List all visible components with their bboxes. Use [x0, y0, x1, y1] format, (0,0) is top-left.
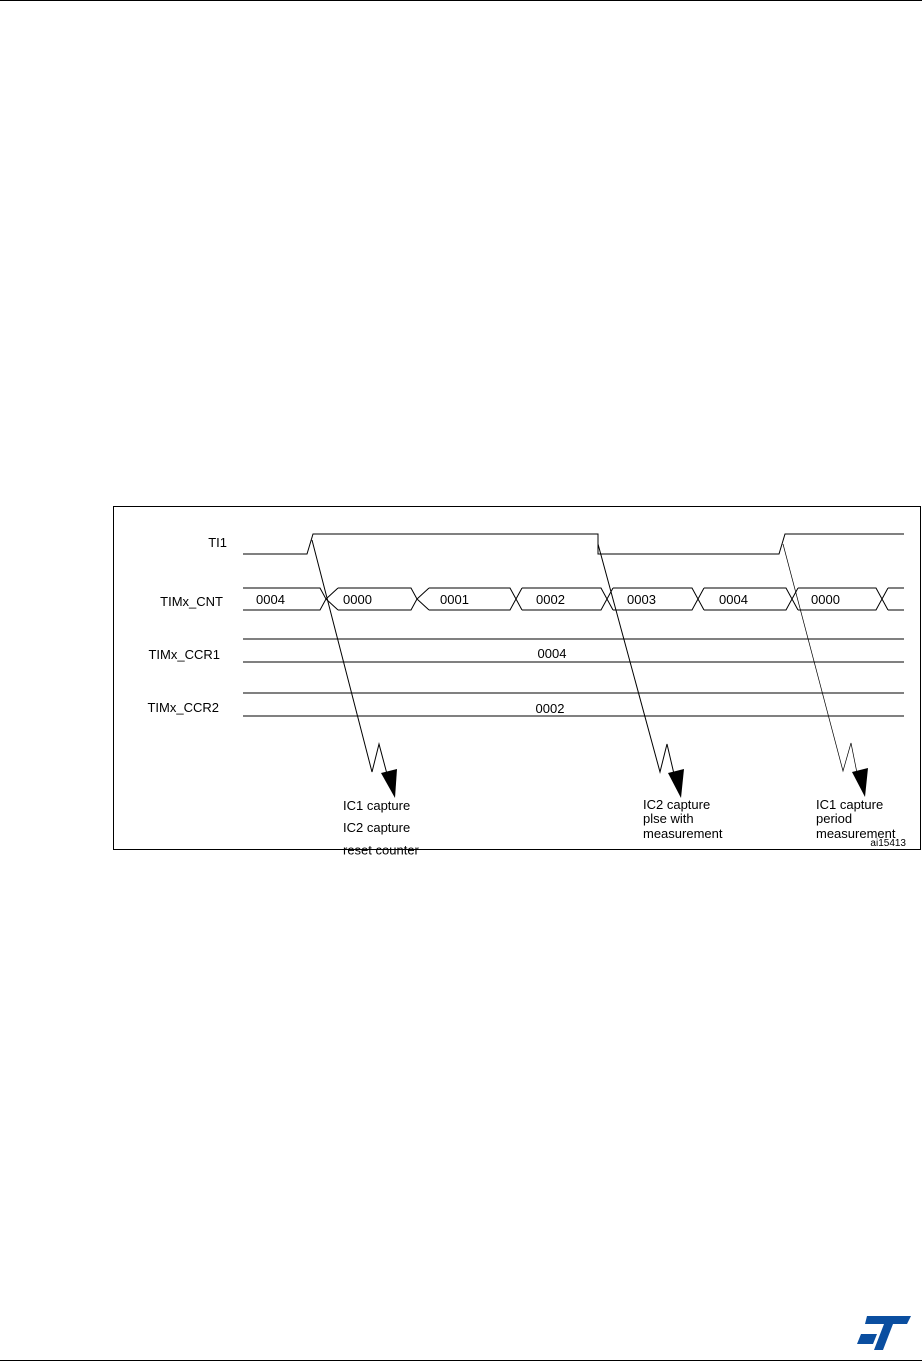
signal-label-ccr1: TIMx_CCR1: [148, 647, 220, 662]
cnt-value: 0004: [256, 592, 285, 607]
annotation-line: IC2 capture: [643, 797, 711, 812]
annotation-line: measurement: [816, 826, 896, 841]
arrow-ic1-period: [783, 544, 868, 797]
st-logo-icon: [857, 1314, 913, 1352]
cnt-value: 0000: [811, 592, 840, 607]
cnt-value: 0000: [343, 592, 372, 607]
timing-diagram-svg: [114, 507, 920, 858]
timing-diagram: [113, 506, 921, 858]
ccr2-value: 0002: [535, 701, 565, 716]
annotation-line: reset counter: [343, 842, 419, 858]
annotation-line: period: [816, 811, 853, 826]
cnt-value: 0003: [627, 592, 656, 607]
arrow-ic2-pulse: [598, 544, 684, 798]
annotation-line: IC1 capture: [816, 797, 884, 812]
header-rule: [0, 0, 922, 1]
signal-label-ti1: TI1: [208, 535, 227, 550]
figure-id: ai15413: [870, 838, 906, 849]
annotation-line: measurement: [643, 826, 723, 841]
arrow-ic1-reset: [312, 540, 397, 798]
annotation-line: plse with: [643, 811, 694, 826]
ti1-waveform: [243, 534, 904, 554]
annotation-line: IC1 capture: [343, 798, 411, 813]
cnt-value: 0002: [536, 592, 565, 607]
cnt-value: 0001: [440, 592, 469, 607]
signal-label-cnt: TIMx_CNT: [160, 594, 223, 609]
signal-label-ccr2: TIMx_CCR2: [147, 700, 219, 715]
cnt-value: 0004: [719, 592, 748, 607]
annotation-line: IC2 capture: [343, 820, 411, 835]
ccr1-value: 0004: [537, 646, 567, 661]
